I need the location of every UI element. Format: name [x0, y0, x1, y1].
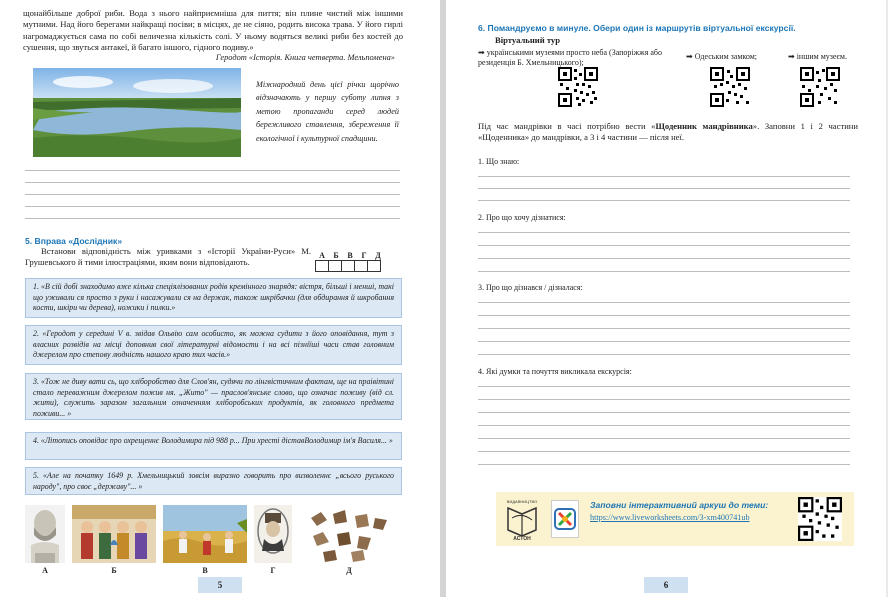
answer-line[interactable]: [478, 271, 850, 272]
illustration-label: Д: [346, 566, 352, 575]
answer-line[interactable]: [478, 341, 850, 342]
answer-line[interactable]: [478, 245, 850, 246]
answer-line[interactable]: [478, 200, 850, 201]
answer-line: [25, 206, 400, 207]
answer-table[interactable]: [315, 251, 385, 272]
answer-line: [25, 170, 400, 171]
qr-code[interactable]: [558, 67, 598, 107]
qr-code[interactable]: [798, 497, 842, 541]
qr-icon: [798, 497, 842, 541]
answer-line[interactable]: [478, 425, 850, 426]
answer-letter: Б: [333, 251, 339, 260]
diary-bold-term: Щоденник мандрівника: [655, 121, 753, 131]
answer-letter: Г: [361, 251, 367, 260]
publisher-logo: [502, 496, 542, 542]
answer-line[interactable]: [478, 464, 850, 465]
answer-cell[interactable]: [315, 260, 329, 272]
intro-text: щонайбільше доброї риби. Вода з нього найприємніша для пиття; він плине чистий між іншими мутними. Над його берегами найкращі посіви; в місцях, де не сіяно, родить висока трава. У його гирлі нагромаджується сама по собі величезна кількість солі. У ньому водяться великі риби без костей до сушення, що звуться антакеї, й багато іншого, гідного подиву.»: [23, 8, 403, 52]
qr-icon: [800, 67, 840, 107]
river-caption: Міжнародний день цієї річки щорічно відзначають у першу суботу липня з метою пропаганди серед людей бережливого ставлення, збереження її екологічної і культурної спадщини.: [256, 80, 399, 143]
illustration-b: [72, 505, 156, 563]
page-number-5: 5: [198, 577, 242, 593]
illustration-label: Г: [270, 566, 276, 575]
answer-line[interactable]: [478, 386, 850, 387]
answer-line: [25, 218, 400, 219]
illustration-c: [163, 505, 247, 563]
answer-line[interactable]: [478, 258, 850, 259]
page-number-6: 6: [644, 577, 688, 593]
tour-option-2[interactable]: ➡ Одеським замком;: [686, 52, 758, 61]
answer-letter: А: [319, 251, 325, 260]
banner-link[interactable]: https://www.liveworksheets.com/3-xm400741ub: [590, 513, 750, 522]
liveworksheets-icon: [551, 500, 579, 538]
answer-line[interactable]: [478, 399, 850, 400]
answer-line[interactable]: [478, 354, 850, 355]
qr-code[interactable]: [800, 67, 840, 107]
tour-option-3[interactable]: ➡ іншим музеєм.: [788, 52, 847, 61]
answer-line[interactable]: [478, 188, 850, 189]
quote-3: 3. «Тож не диву вати сь, що хліборобство для Слов'ян, судячи по лінгвістичним фактам, ще на праівітині стало переважним джерелом пожив ня. „Жито" — праслов'янське слово, що означає поживу (від сл. жити), служить заразом загальним означенням хліборобських продуктів, як головного предмета поживи... »: [25, 373, 402, 420]
answer-cell[interactable]: [367, 260, 381, 272]
question-2: 2. Про що хочу дізнатися:: [478, 213, 566, 222]
quote-5: 5. «Але на початку 1649 р. Хмельницький зовсім виразно говорить про визволеннє „всього руського народу", про своє „державу"... »: [25, 467, 402, 495]
question-1: 1. Що знаю:: [478, 157, 520, 166]
answer-line[interactable]: [478, 315, 850, 316]
quote-1: 1. «В сій добі знаходимо вже кілька спеціялізованих родів кремінного знарядя: вістря, більші і менші, такі що уживали ся просто з руки і насажували ся на держак, також шкрібачки (для обдирання й шкробання кости, шкіри чи дерева), ножики і пилки.»: [25, 278, 402, 318]
answer-letter: Д: [375, 251, 381, 260]
tour-option-1[interactable]: ➡ українськими музеями просто неба (Запоріжжя або резиденція Б. Хмельницького);: [478, 48, 663, 67]
answer-letter: В: [347, 251, 353, 260]
answer-cell[interactable]: [341, 260, 355, 272]
answer-line[interactable]: [478, 232, 850, 233]
logo-name: АСТОН: [513, 536, 531, 542]
qr-icon: [558, 67, 598, 107]
qr-code[interactable]: [710, 67, 750, 107]
diary-instructions: [478, 121, 858, 144]
answer-line[interactable]: [478, 328, 850, 329]
answer-cell[interactable]: [354, 260, 368, 272]
banner-title: Заповни інтерактивний аркуш до теми:: [590, 500, 769, 510]
answer-line[interactable]: [478, 176, 850, 177]
answer-line[interactable]: [478, 438, 850, 439]
illustration-e: [303, 508, 393, 562]
answer-line[interactable]: [478, 412, 850, 413]
illustration-d: [254, 505, 292, 563]
page-5: [0, 0, 440, 597]
answer-cell[interactable]: [328, 260, 342, 272]
page-6: [446, 0, 886, 597]
quote-4: 4. «Літопись оповідає про охрещеннє Володимира під 988 р... При хресті діставВолодимир ім'я Василя... »: [25, 432, 402, 460]
task-title: 6. Помандруємо в минуле. Обери один із маршрутів віртуальної екскурсії.: [478, 23, 796, 33]
illustration-label: А: [42, 566, 48, 575]
diary-text-part-2: ». Заповни 1 і 2 частини «Щоденника» до мандрівки, а 3 і 4 частини — після неї.: [478, 121, 858, 143]
diary-text-part-1: Під час мандрівки в часі потрібно вести «: [478, 121, 656, 131]
illustration-label: Б: [111, 566, 117, 575]
answer-line[interactable]: [478, 302, 850, 303]
illustration-label: В: [202, 566, 208, 575]
illustration-a: [25, 505, 65, 563]
exercise-title: 5. Вправа «Дослідник»: [25, 236, 123, 246]
question-3: 3. Про що дізнався / дізналася:: [478, 283, 583, 292]
tour-title: Віртуальний тур: [495, 35, 561, 45]
river-photo: [33, 68, 241, 157]
qr-icon: [710, 67, 750, 107]
logo-caption: ВИДАВНИЦТВО: [506, 499, 538, 504]
answer-line: [25, 194, 400, 195]
question-4: 4. Які думки та почуття викликала екскурсія:: [478, 367, 632, 376]
quote-2: 2. «Геродот у середині V в. звідав Ольвію сам особисто, як можна судити з його оповідання, тут з власних розвідів на місці доповнив свої літературні відомости і на всі пізніїші часи став головним джерелом про степову людність нашого краю тих часів.»: [25, 325, 402, 365]
answer-line[interactable]: [478, 451, 850, 452]
exercise-text: Встанови відповідність між уривками з «Історії України-Руси» М. Грушевського й тими ілюстраціями, яким вони відповідають.: [25, 246, 311, 268]
answer-line: [25, 182, 400, 183]
source-citation: Геродот «Історія. Книга четверта. Мельпомена»: [215, 53, 395, 62]
